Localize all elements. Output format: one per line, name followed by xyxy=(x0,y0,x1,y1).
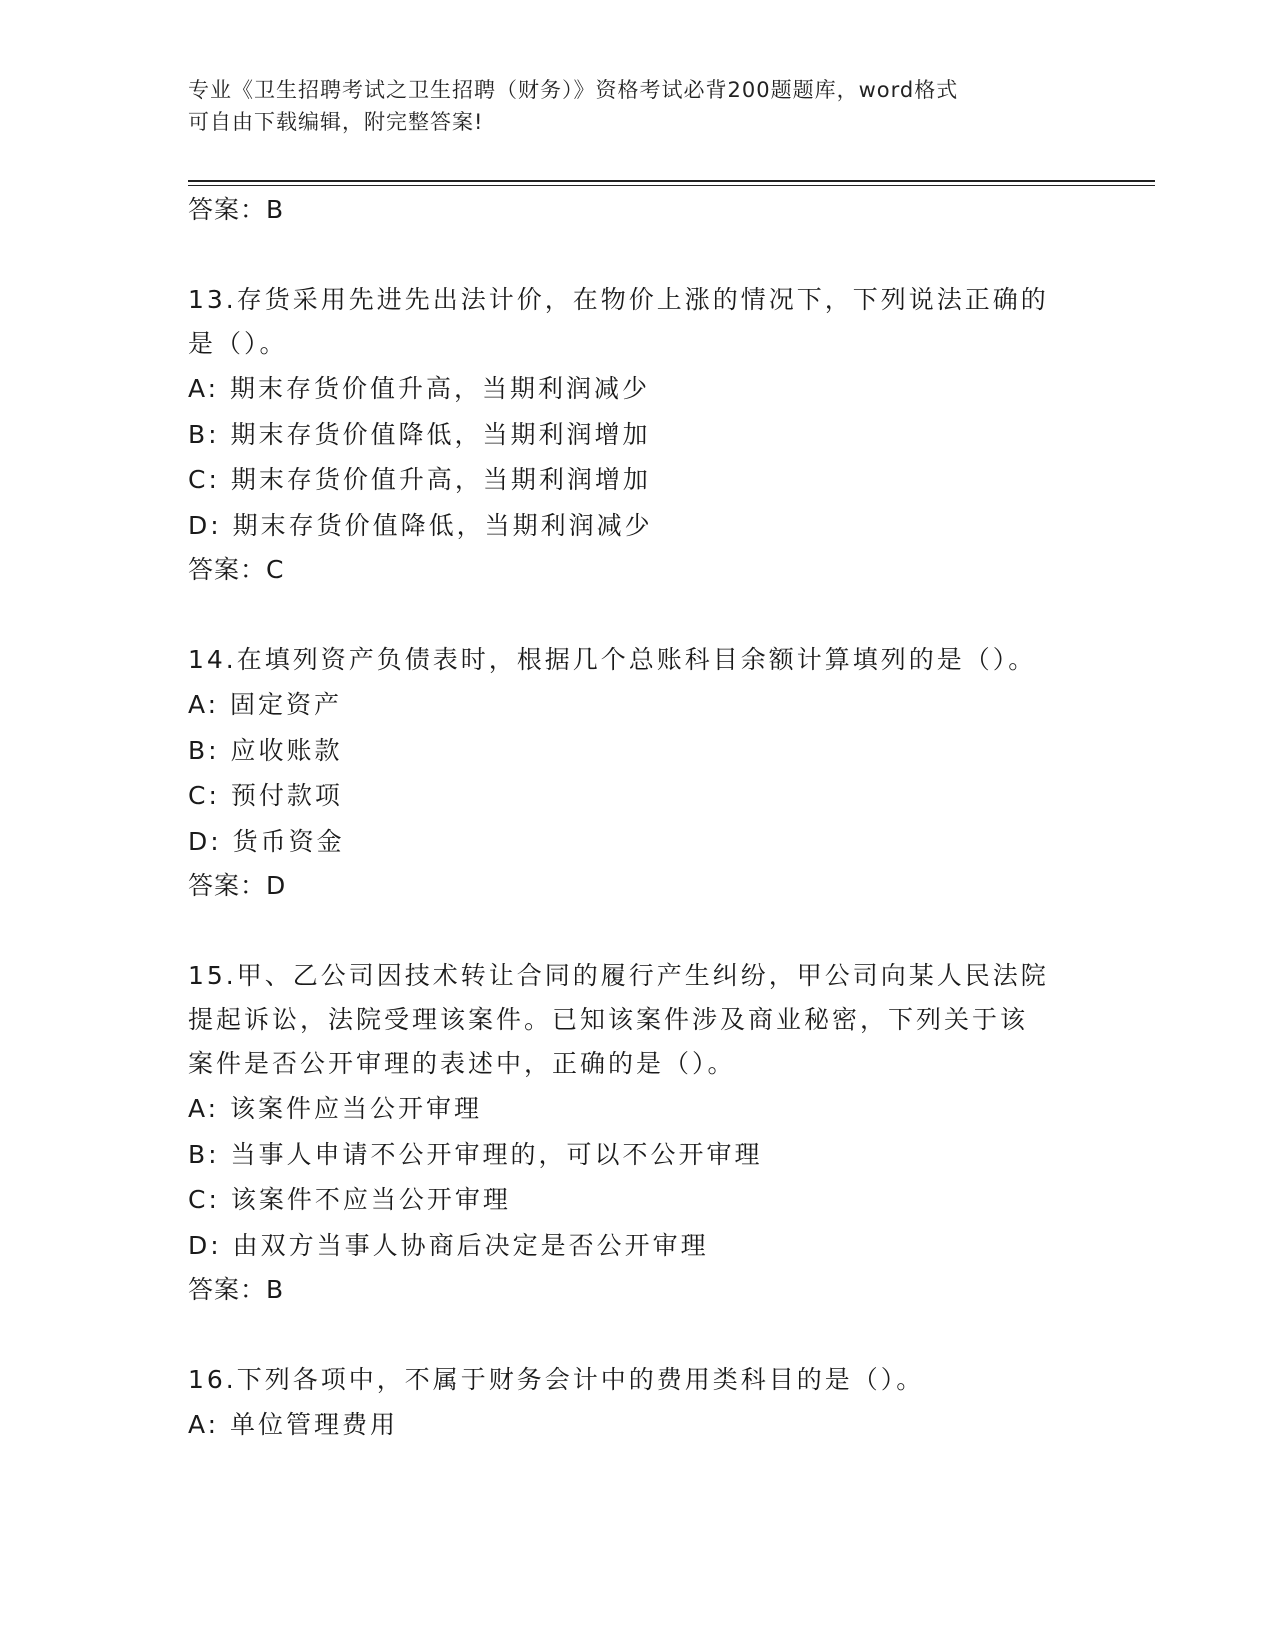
header-line-1: 专业《卫生招聘考试之卫生招聘（财务）》资格考试必背200题题库，word格式 xyxy=(188,78,959,102)
previous-answer: 答案：B xyxy=(188,195,285,224)
question-15 xyxy=(188,954,1088,1312)
question-text-line: 是（）。 xyxy=(188,329,288,358)
option-a: A: 单位管理费用 xyxy=(188,1410,399,1439)
answer: 答案：B xyxy=(188,1275,285,1304)
question-16 xyxy=(188,1358,1088,1448)
option-d: D: 货币资金 xyxy=(188,826,345,856)
option-d: D: 由双方当事人协商后决定是否公开审理 xyxy=(188,1230,709,1260)
option-b: B: 应收账款 xyxy=(188,735,343,765)
question-text-line: 案件是否公开审理的表述中，正确的是（）。 xyxy=(188,1049,736,1078)
question-text-line: 14.在填列资产负债表时，根据几个总账科目余额计算填列的是（）。 xyxy=(188,645,1037,674)
header-line-2: 可自由下载编辑，附完整答案! xyxy=(188,110,484,134)
option-c: C: 预付款项 xyxy=(188,781,343,810)
option-a: A: 固定资产 xyxy=(188,690,343,719)
option-a: A: 该案件应当公开审理 xyxy=(188,1094,483,1123)
option-c: C: 期末存货价值升高，当期利润增加 xyxy=(188,465,651,494)
answer: 答案：C xyxy=(188,555,285,584)
header-rule-thick xyxy=(188,180,1155,182)
spacer xyxy=(188,232,1088,278)
question-text-line: 16.下列各项中，不属于财务会计中的费用类科目的是（）。 xyxy=(188,1365,925,1394)
spacer xyxy=(188,1312,1088,1358)
question-14 xyxy=(188,638,1088,908)
answer: 答案：D xyxy=(188,871,287,900)
question-text-line: 提起诉讼，法院受理该案件。已知该案件涉及商业秘密，下列关于该 xyxy=(188,1005,1029,1034)
question-text-line: 13.存货采用先进先出法计价，在物价上涨的情况下，下列说法正确的 xyxy=(188,285,1049,314)
option-c: C: 该案件不应当公开审理 xyxy=(188,1185,511,1214)
question-text-line: 15.甲、乙公司因技术转让合同的履行产生纠纷，甲公司向某人民法院 xyxy=(188,961,1049,990)
option-b: B: 期末存货价值降低，当期利润增加 xyxy=(188,419,651,449)
option-a: A: 期末存货价值升高，当期利润减少 xyxy=(188,374,651,403)
question-list xyxy=(188,188,1088,1448)
option-d: D: 期末存货价值降低，当期利润减少 xyxy=(188,510,653,540)
header-rule-thin xyxy=(188,185,1155,186)
spacer xyxy=(188,592,1088,638)
document-header xyxy=(188,74,1068,138)
option-b: B: 当事人申请不公开审理的，可以不公开审理 xyxy=(188,1139,763,1169)
spacer xyxy=(188,908,1088,954)
question-13 xyxy=(188,278,1088,592)
